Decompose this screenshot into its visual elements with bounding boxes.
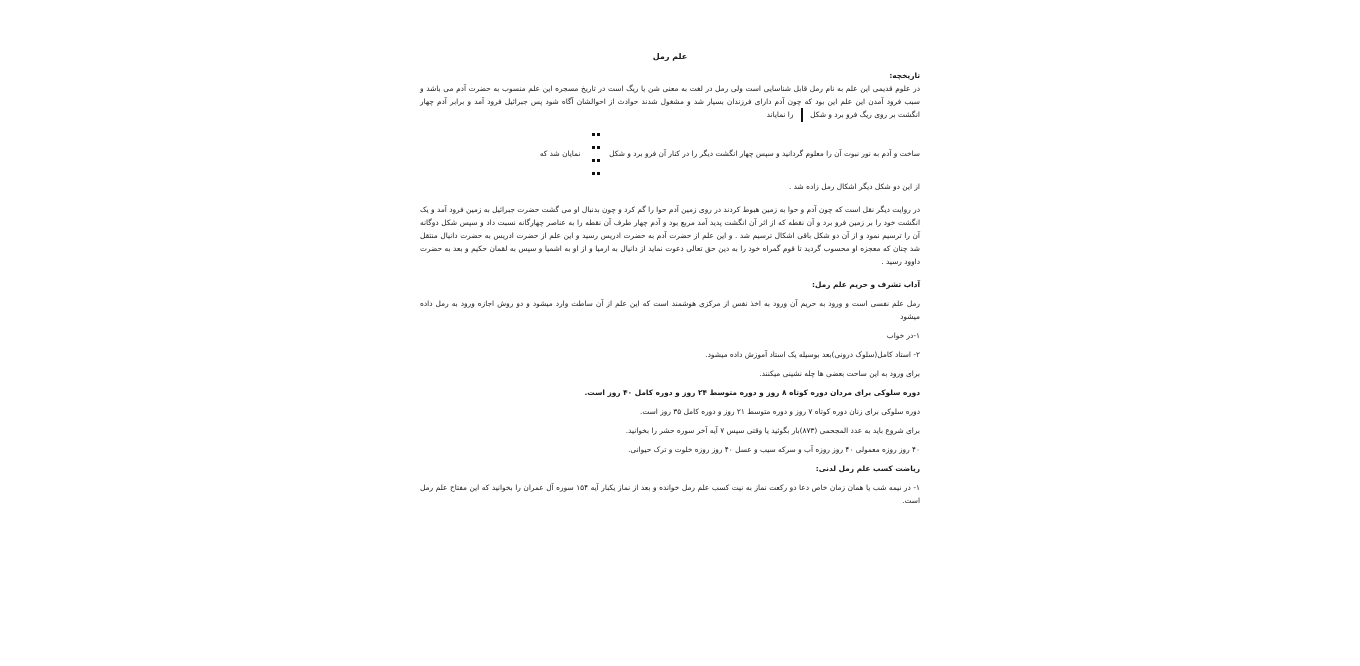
history-text-b: را نمایاند	[766, 110, 794, 119]
history-text-d: نمایان شد که	[539, 149, 581, 158]
page-title: علم رمل	[652, 52, 688, 61]
etiquette-line-5: دوره سلوکی برای زنان دوره کوتاه ۷ روز و دوره متوسط ۲۱ روز و دوره کامل ۳۵ روز است.	[640, 407, 920, 416]
history-text-c: ساخت و آدم به نور نبوت آن را معلوم گردانید و سپس چهار انگشت دیگر را در کنار آن فرو برد و شکل	[609, 149, 920, 158]
practice-heading: ریاضت کسب علم رمل لدنی:	[815, 464, 920, 473]
etiquette-heading: آداب تشرف و حریم علم رمل:	[812, 280, 920, 289]
history-paragraph-2: در روایت دیگر نقل است که چون آدم و حوا به زمین هبوط کردند در روی زمین آدم حوا را گم کرد و چون بدنبال او می گشت حضرت جبرائیل به زمین فرود آمد و یک انگشت خود را بر زمین فرو برد و آن نقطه که از اثر آن انگشت پدید آمد مربع بود و آدم چهار طرف آن نقطه را به عناصر چهارگانه نسبت داد و سپس شکل دوگانه آن را ترسیم نمود و از آن دو شکل باقی اشکال ترسیم شد . و این علم از حضرت آدم به حضرت ادریس رسید و این علم از حضرت ادریس به حضرت دانیال منتقل شد چنان که معجزه او محسوب گردید تا قوم گمراه خود را به دین حق تعالی دعوت نماید از دانیال به ارمیا و از او به اشمیا و سپس به لقمان حکیم و بعد به حضرت داوود رسید .	[420, 205, 920, 266]
single-dot-figure-icon	[801, 108, 803, 122]
history-text-a: در علوم قدیمی این علم به نام رمل قابل شناسایی است ولی رمل در لغت به معنی شن یا ریگ است در تاریخ مسجره این علم منسوب به حضرت آدم می باشد و سبب فرود آمدن این علم این بود که چون آدم دارای فرزندان بسیار شد و مشغول شدند حوادث از احوالشان آگاه شود پس جبرائیل فرود آمد و برابر آدم چهار انگشت بر روی ریگ فرو برد و شکل	[420, 84, 920, 119]
geomancy-figure-icon	[589, 128, 601, 180]
etiquette-item-2: ۲- استاد کامل(سلوک درونی)بعد بوسیله یک استاد آموزش داده میشود.	[705, 350, 920, 359]
history-heading: تاریخچه:	[889, 71, 920, 80]
etiquette-paragraph: رمل علم نفسی است و ورود به حریم آن ورود به اخذ نفس از مرکزی هوشمند است که این علم از آن ساطت وارد میشود و دو روش اجازه ورود به رمل داده میشود	[420, 299, 920, 321]
document-page	[420, 50, 920, 610]
etiquette-line-7: ۴۰ روز روزه معمولی ۴۰ روز روزه آب و سرکه سیب و عسل ۴۰ روز روزه خلوت و ترک حیوانی.	[628, 445, 920, 454]
etiquette-line-3: برای ورود به این ساحت بعضی ها چله نشینی میکنند.	[759, 369, 920, 378]
etiquette-item-1: ۱-در خواب	[886, 331, 920, 340]
practice-paragraph: ۱- در نیمه شب یا همان زمان خاص دعا دو رکعت نماز به نیت کسب علم رمل خوانده و بعد از نماز یکبار آیه ۱۵۴ سوره آل عمران را بخوانید که این مفتاح علم رمل است.	[420, 483, 920, 505]
history-paragraph-1	[420, 82, 920, 122]
history-paragraph-1-cont	[420, 128, 920, 193]
etiquette-line-4: دوره سلوکی برای مردان دوره کوتاه ۸ روز و دوره متوسط ۲۴ روز و دوره کامل ۴۰ روز است.	[584, 388, 920, 397]
etiquette-line-6: برای شروع باید به عدد المجحمی (۸۷۳)بار بگوئید یا وقتی سپس ۷ آیه آخر سوره حشر را بخوانید.	[625, 426, 920, 435]
history-text-e: از این دو شکل دیگر اشکال رمل زاده شد .	[788, 182, 920, 191]
